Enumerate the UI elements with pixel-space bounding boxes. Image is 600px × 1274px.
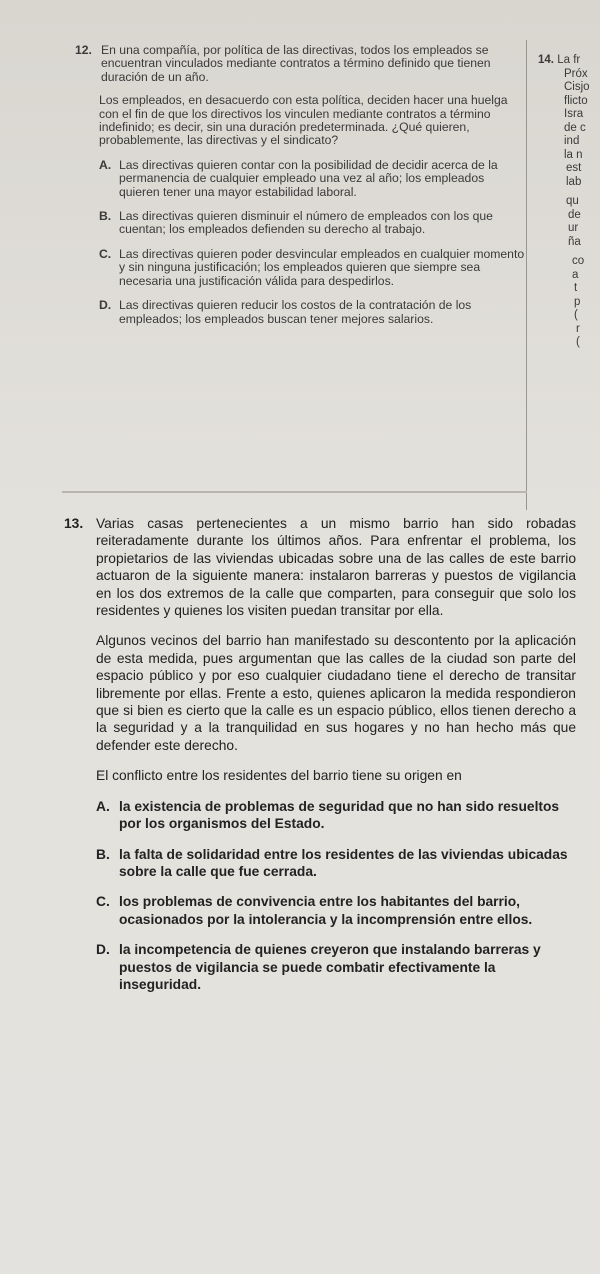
question-13-intro: Varias casas pertenecientes a un mismo barrio han sido robadas reiteradamente durante los últimos años. Para enfrentar el problema, los propietarios de las viviendas ubicadas sobre una de las calles de este barrio actuaron de la siguiente manera: instalaron barreras y puestos de vigilancia en los dos extremos de la calle que comparten, para conseguir que solo los residentes y quienes los visiten puedan transitar por ella. bbox=[96, 516, 576, 619]
question-13-number: 13. bbox=[64, 516, 84, 531]
question-13-paragraph: Algunos vecinos del barrio han manifestado su descontento por la aplicación de esta medida, pues argumentan que las calles de la ciudad son parte del espacio público y por eso cualquier ciudadano tiene el derecho de transitar libremente por ellas. Frente a esto, quienes aplicaron la medida respondieron que si bien es cierto que la calle es un espacio público, ellos tienen derecho a la seguridad y a la tranquilidad en sus hogares y no han hecho más que defender este derecho. bbox=[96, 633, 576, 753]
option-text: Las directivas quieren poder desvincular empleados en cualquier momento y sin ninguna justificación; los empleados quieren que siempre sea necesaria una justificación válida para despedirlos. bbox=[119, 246, 525, 288]
question-13-option-a[interactable] bbox=[96, 798, 576, 833]
fragment-line: r bbox=[576, 322, 580, 335]
question-12-option-a[interactable] bbox=[99, 159, 528, 199]
fragment-line: flicto bbox=[564, 94, 588, 107]
fragment-line: ( bbox=[576, 336, 580, 348]
option-letter: A. bbox=[99, 157, 112, 172]
fragment-line: ña bbox=[568, 235, 581, 248]
question-12 bbox=[68, 44, 528, 326]
question-14-number: 14. bbox=[538, 54, 554, 66]
fragment-line: Isra bbox=[564, 108, 584, 120]
fragment-line: t bbox=[574, 282, 578, 294]
fragment-line: de bbox=[568, 208, 581, 221]
fragment-line: Próx bbox=[564, 67, 588, 80]
column-divider bbox=[526, 40, 527, 510]
option-letter: A. bbox=[96, 798, 110, 814]
question-13-option-c[interactable] bbox=[96, 893, 576, 928]
option-text: Las directivas quieren disminuir el número de empleados con los que cuentan; los empleados defienden su derecho al trabajo. bbox=[119, 209, 493, 237]
option-text: la incompetencia de quienes creyeron que instalando barreras y puestos de vigilancia se puede combatir efectivamente la inseguridad. bbox=[119, 942, 541, 992]
question-13-option-b[interactable] bbox=[96, 846, 576, 881]
fragment-line: lab bbox=[566, 175, 582, 188]
option-letter: D. bbox=[96, 942, 110, 958]
question-13 bbox=[62, 515, 576, 993]
fragment-line: a bbox=[572, 268, 579, 281]
question-12-paragraph: Los empleados, en desacuerdo con esta política, deciden hacer una huelga con el fin de que los directivos los vinculen mediante contratos a término indefinido; es decir, sin una duración predeterminada. ¿Qué quieren, probablemente, las directivas y el sindicato? bbox=[99, 93, 508, 148]
option-text: la falta de solidaridad entre los residentes de las viviendas ubicadas sobre la calle que fue cerrada. bbox=[119, 846, 568, 879]
fragment-line: ( bbox=[574, 309, 578, 321]
section-divider bbox=[62, 491, 527, 493]
fragment-line: La fr bbox=[557, 54, 581, 66]
fragment-line: de c bbox=[564, 121, 586, 134]
question-13-stem: El conflicto entre los residentes del barrio tiene su origen en bbox=[96, 768, 462, 784]
fragment-line: ind bbox=[564, 135, 580, 147]
option-letter: B. bbox=[99, 209, 112, 224]
fragment-line: est bbox=[566, 162, 582, 174]
question-12-stem: En una compañía, por política de las directivas, todos los empleados se encuentran vinculados mediante contratos a término definido que tienen duración de un año. bbox=[101, 43, 491, 84]
option-text: Las directivas quieren reducir los costos de la contratación de los empleados; los empleados buscan tener mejores salarios. bbox=[119, 298, 472, 326]
question-13-option-d[interactable] bbox=[96, 941, 576, 993]
question-14-fragment bbox=[538, 54, 600, 350]
option-letter: D. bbox=[99, 298, 112, 313]
option-text: la existencia de problemas de seguridad que no han sido resueltos por los organismos del Estado. bbox=[119, 798, 560, 832]
option-letter: C. bbox=[96, 894, 110, 910]
fragment-line: p bbox=[574, 295, 581, 308]
question-12-option-d[interactable] bbox=[99, 299, 528, 326]
option-text: Las directivas quieren contar con la posibilidad de decidir acerca de la permanencia de cualquier empleado una vez al año; los empleados quieren tener una mayor estabilidad laboral. bbox=[119, 157, 498, 199]
fragment-line: qu bbox=[566, 195, 579, 207]
question-12-number: 12. bbox=[75, 43, 92, 57]
fragment-line: Cisjo bbox=[564, 81, 590, 93]
fragment-line: co bbox=[572, 255, 585, 267]
fragment-line: ur bbox=[568, 222, 579, 234]
question-12-option-c[interactable] bbox=[99, 248, 528, 288]
option-text: los problemas de convivencia entre los habitantes del barrio, ocasionados por la intolerancia y la incomprensión entre ellos. bbox=[119, 894, 533, 927]
fragment-line: la n bbox=[564, 148, 583, 161]
question-12-option-b[interactable] bbox=[99, 210, 528, 237]
option-letter: B. bbox=[96, 846, 110, 862]
option-letter: C. bbox=[99, 246, 112, 261]
